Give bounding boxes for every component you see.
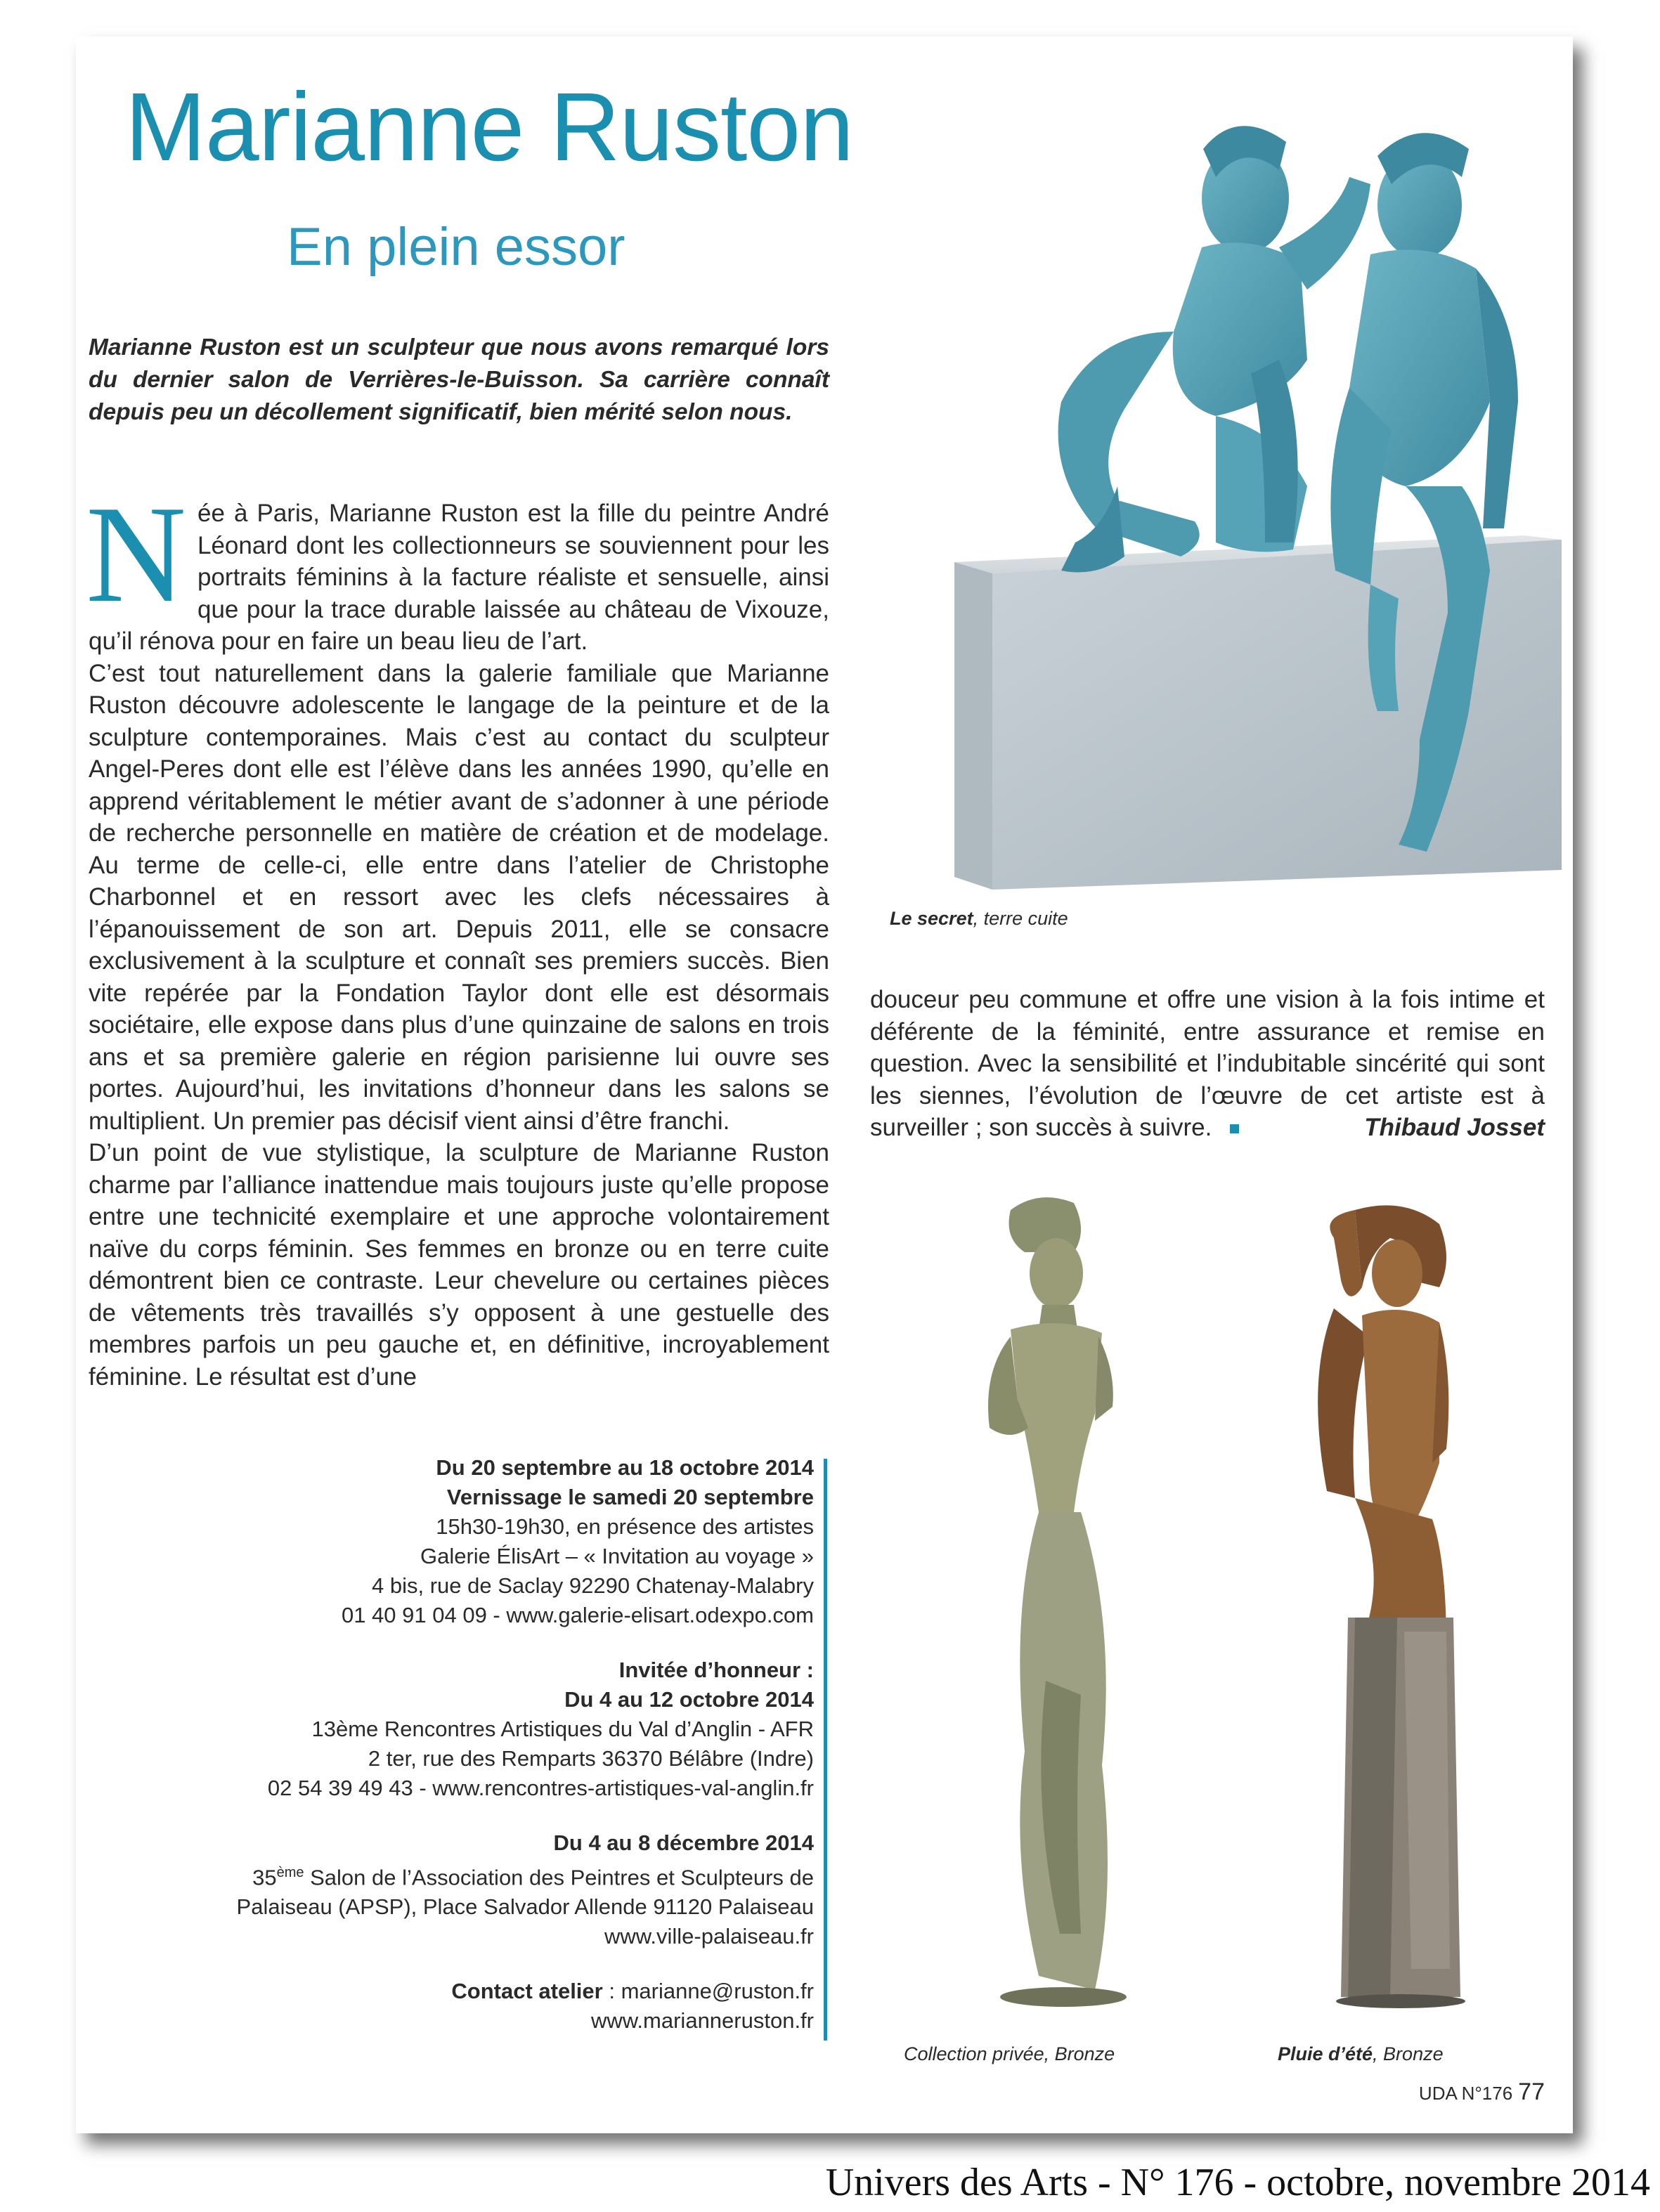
photo-caption: Collection privée, Bronze — [904, 2043, 1115, 2064]
event-line: 02 54 39 49 43 - www.rencontres-artistiques-val-anglin.fr — [267, 1776, 814, 1800]
photo-pluie-dete — [1264, 1196, 1517, 2018]
body-paragraph: C’est tout naturellement dans la galerie familiale que Marianne Ruston découvre adolescente le langage de la peinture et de la sculpture contemporaines. Mais c’est au contact du sculpteur Angel-Peres dont elle est l’élève dans les années 1990, qu’elle en apprend véritablement le métier avant de s’adonner à une période de recherche personnelle en matière de création et de modelage. Au terme de celle-ci, elle entre dans l’atelier de Christophe Charbonnel et en ressort avec les clefs nécessaires à l’épanouissement de son art. Depuis 2011, elle se consacre exclusivement à la sculpture et connaît ses premiers succès. Bien vite repérée par la Fondation Taylor dont elle est désormais sociétaire, elle expose dans plus d’une quinzaine de salons en trois ans et sa première galerie en région parisienne lui ouvre ses portes. Aujourd’hui, les invitations d’honneur dans les salons se multiplient. Un premier pas décisif vient ainsi d’être franchi. — [89, 659, 829, 1135]
body-paragraph: douceur peu commune et offre une vision à la fois intime et déférente de la féminité, entre assurance et remise en question. Avec la sensibilité et l’indubitable sincérité qui sont les siennes, l’évolution de l’œuvre de cet artiste est à surveiller ; son succès à suivre. — [870, 986, 1545, 1141]
magazine-issue: UDA N°176 — [1418, 2083, 1513, 2104]
article-body-col2 — [870, 984, 1545, 1144]
article-body-col1 — [86, 477, 829, 1393]
contact-line: Contact atelier : marianne@ruston.fr — [451, 1979, 814, 2004]
body-paragraph: ée à Paris, Marianne Ruston est la fille du peintre André Léonard dont les collectionneurs se souviennent pour les portraits féminins à la facture réaliste et sensuelle, ainsi que pour la trace durable laissée au château de Vixouze, qu’il rénova pour en faire un beau lieu de l’art. — [89, 500, 829, 655]
event-line: Galerie ÉlisArt – « Invitation au voyage » — [420, 1544, 814, 1568]
event-line: 2 ter, rue des Remparts 36370 Bélâbre (Indre) — [368, 1746, 814, 1771]
photo-caption: Pluie d’été, Bronze — [1278, 2043, 1444, 2064]
event-line: 01 40 91 04 09 - www.galerie-elisart.odexpo.com — [341, 1603, 814, 1627]
article-lead: Marianne Ruston est un sculpteur que nous avons remarqué lors du dernier salon de Verrières-le-Buisson. Sa carrière connaît depuis peu un décollement significatif, bien mérité selon nous. — [89, 334, 829, 425]
event-date: Du 4 au 8 décembre 2014 — [553, 1830, 814, 1855]
end-mark-icon — [1230, 1124, 1239, 1133]
event-opening: Vernissage le samedi 20 septembre — [446, 1485, 814, 1509]
events-block — [181, 1453, 814, 2036]
magazine-page — [76, 37, 1573, 2133]
event-date: Du 4 au 12 octobre 2014 — [564, 1687, 814, 1712]
events-accent-bar — [824, 1459, 827, 2041]
event-honor: Invitée d’honneur : — [618, 1658, 814, 1682]
event-line: Palaiseau (APSP), Place Salvador Allende 91120 Palaiseau — [236, 1894, 814, 1920]
photo-caption: Le secret, terre cuite — [890, 908, 1068, 929]
sculpture-two-women-image — [886, 37, 1573, 894]
sculpture-bronze-woman-image — [1264, 1196, 1517, 2018]
author-signature: Thibaud Josset — [1364, 1114, 1545, 1141]
page-number: 77 — [1518, 2078, 1545, 2105]
page-folio — [1419, 2078, 1545, 2106]
photo-le-secret — [886, 37, 1573, 894]
article-title: Marianne Ruston — [125, 73, 853, 181]
drop-cap: N — [86, 477, 186, 631]
event-line: 15h30-19h30, en présence des artistes — [436, 1514, 814, 1539]
event-line: 4 bis, rue de Saclay 92290 Chatenay-Malabry — [372, 1573, 814, 1598]
contact-website: www.marianneruston.fr — [590, 2008, 814, 2034]
sculpture-standing-woman-image — [905, 1189, 1200, 2018]
event-date: Du 20 septembre au 18 octobre 2014 — [436, 1455, 814, 1480]
article-subtitle: En plein essor — [287, 217, 625, 277]
event-line: 13ème Rencontres Artistiques du Val d’Anglin - AFR — [311, 1717, 814, 1741]
event-line: 35ème Salon de l’Association des Peintres et Sculpteurs de — [252, 1865, 814, 1890]
event-line: www.ville-palaiseau.fr — [604, 1924, 814, 1949]
photo-collection-privee — [905, 1189, 1200, 2018]
source-footer: Univers des Arts - N° 176 - octobre, novembre 2014 — [825, 2161, 1650, 2204]
body-paragraph: D’un point de vue stylistique, la sculpture de Marianne Ruston charme par l’alliance inattendue mais toujours juste qu’elle propose entre une technicité exemplaire et une approche volontairement naïve du corps féminin. Ses femmes en bronze ou en terre cuite démontrent bien ce contraste. Leur chevelure ou certaines pièces de vêtements très travaillés s’y opposent à une gestuelle des membres parfois un peu gauche et, en définitive, incroyablement féminine. Le résultat est d’une — [89, 1139, 829, 1391]
